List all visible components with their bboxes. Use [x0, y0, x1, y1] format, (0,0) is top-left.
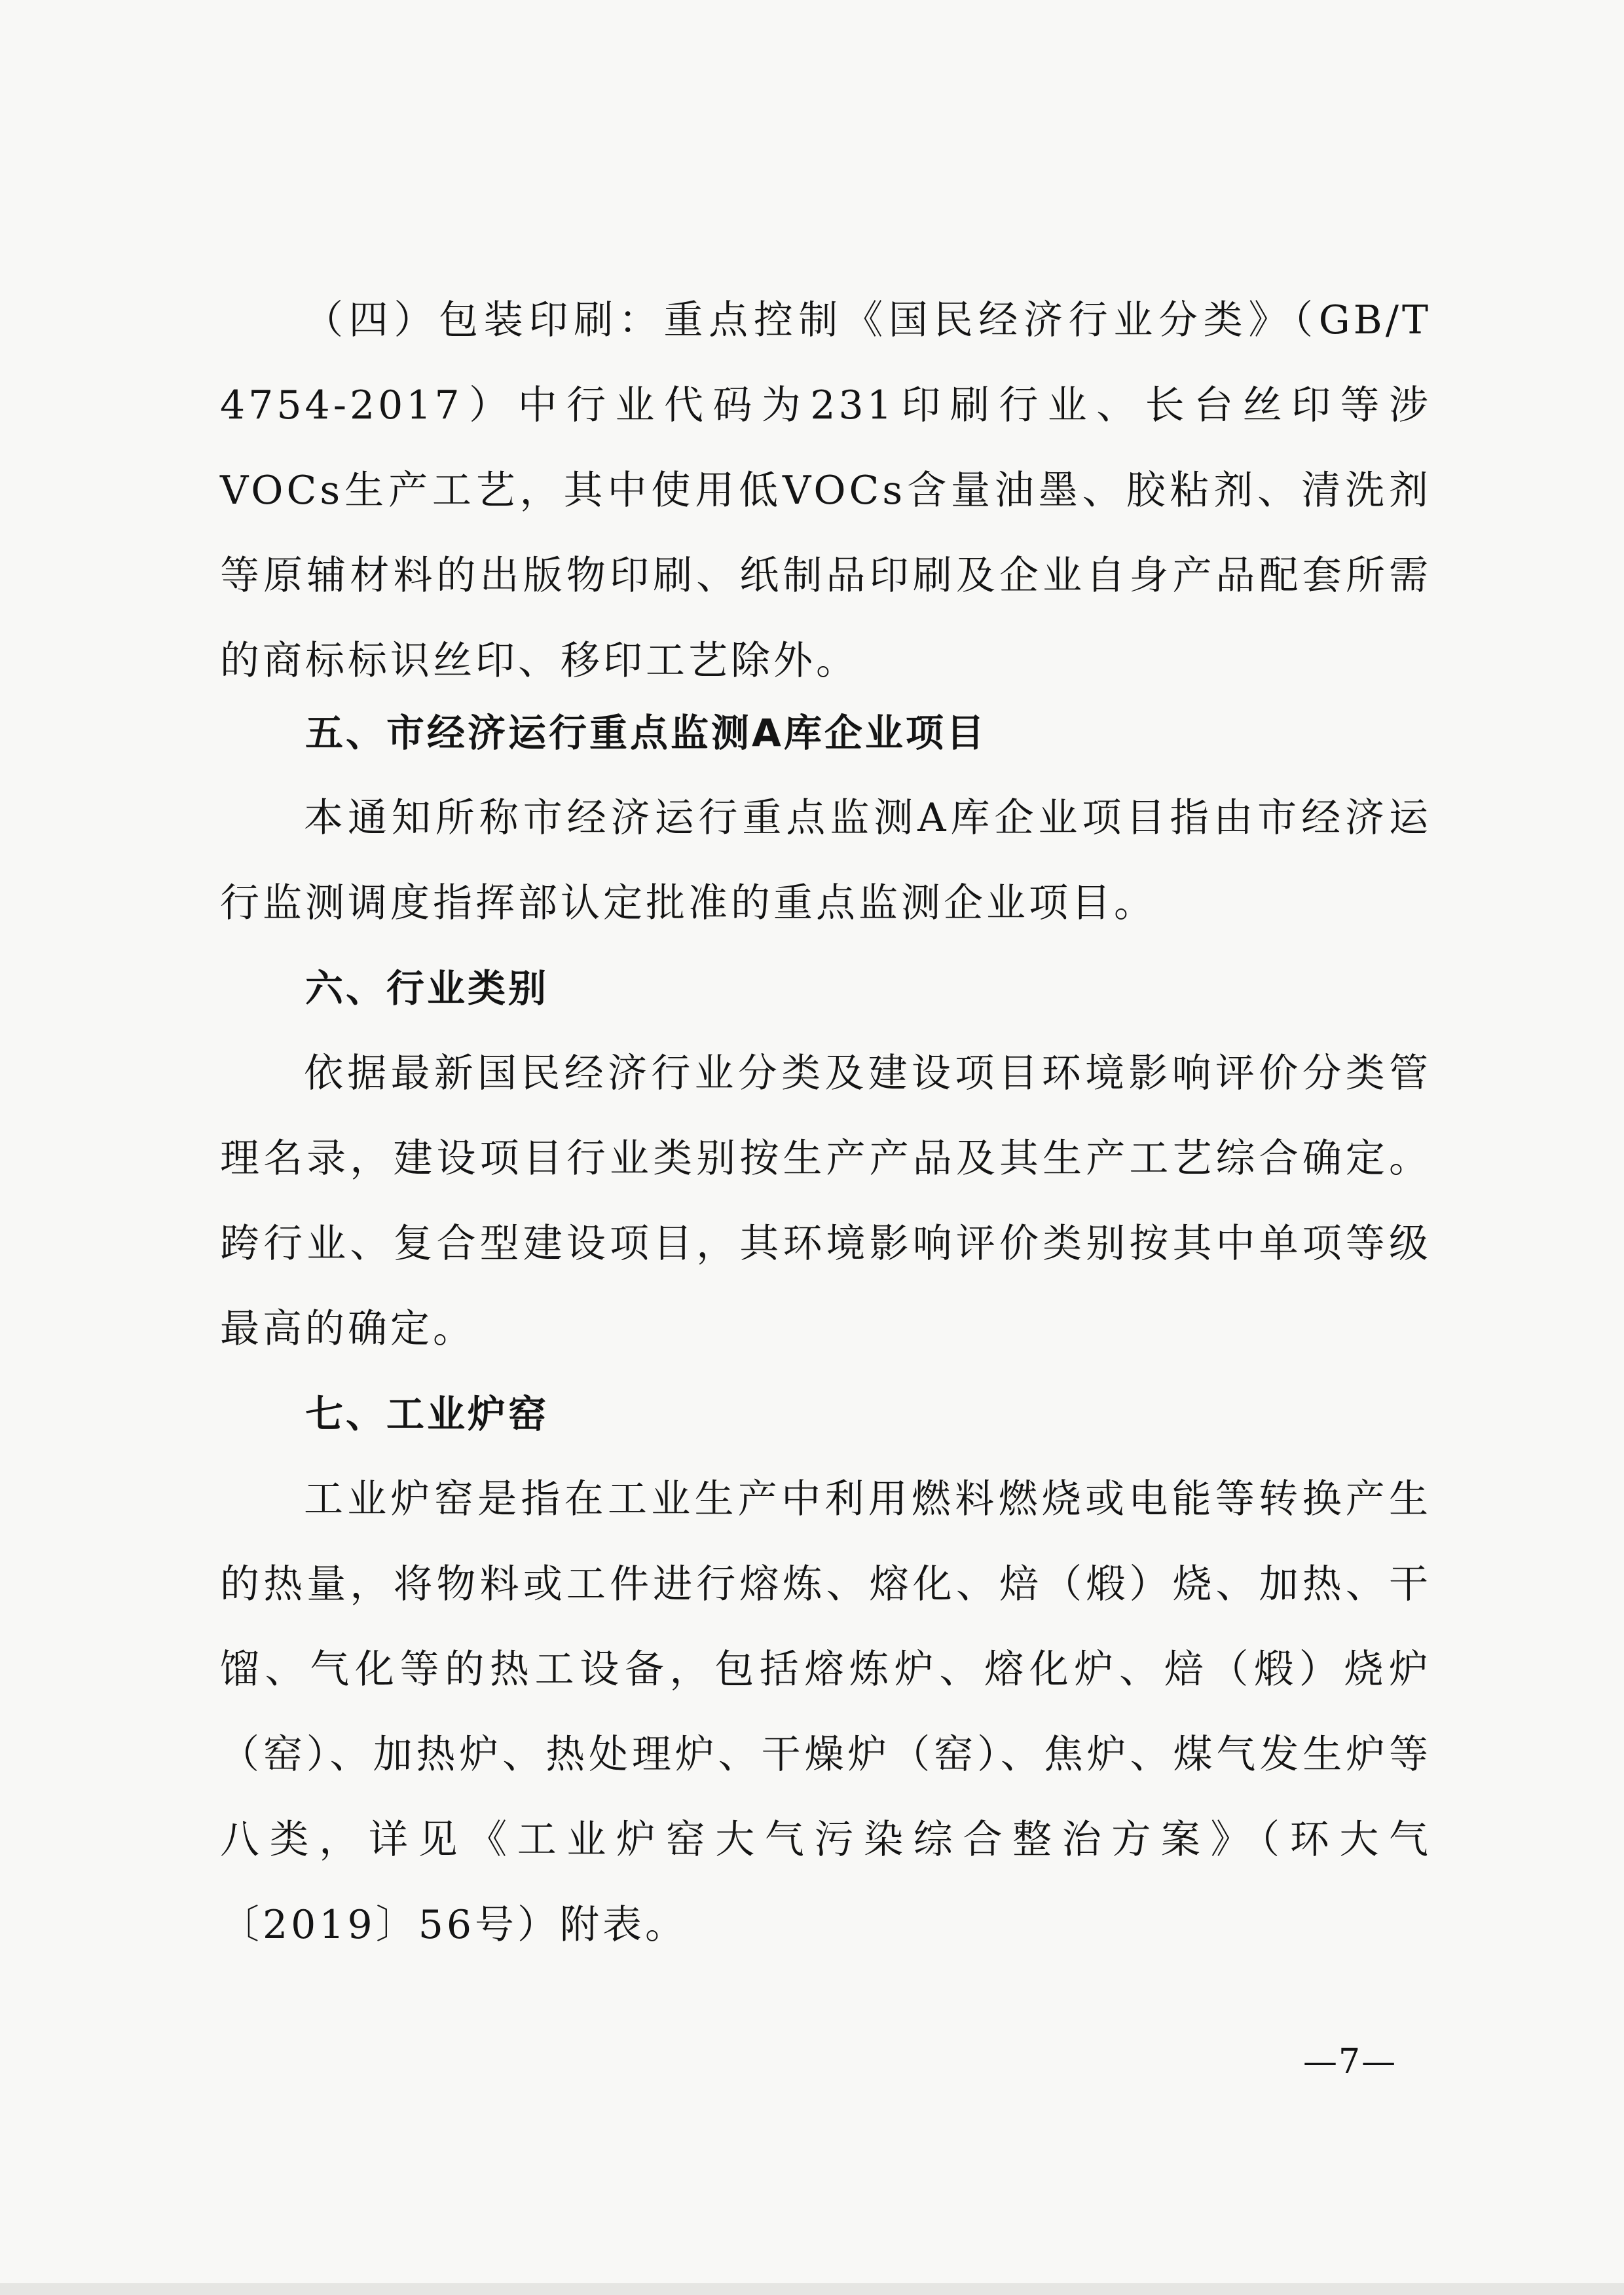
section-seven-heading: 七、工业炉窑	[305, 1392, 549, 1436]
section-six-heading: 六、行业类别	[305, 966, 549, 1011]
scan-edge	[0, 2283, 1624, 2295]
section-five-heading: 五、市经济运行重点监测A库企业项目	[305, 711, 987, 755]
section-seven-paragraph: 工业炉窑是指在工业生产中利用燃料燃烧或电能等转换产生的热量，将物料或工件进行熔炼、熔化、焙（煅）烧、加热、干馏、气化等的热工设备，包括熔炼炉、熔化炉、焙（煅）烧炉（窑）、加热炉、热处理炉、干燥炉（窑）、焦炉、煤气发生炉等八类，详见《工业炉窑大气污染综合整治方案》（环大气〔2019〕56号）附表。	[220, 1476, 1431, 1948]
section-five-paragraph: 本通知所称市经济运行重点监测A库企业项目指由市经济运行监测调度指挥部认定批准的重点监测企业项目。	[220, 795, 1431, 926]
page-number: —7—	[1303, 2042, 1397, 2081]
section-six-paragraph: 依据最新国民经济行业分类及建设项目环境影响评价分类管理名录，建设项目行业类别按生产产品及其生产工艺综合确定。跨行业、复合型建设项目，其环境影响评价类别按其中单项等级最高的确定。	[220, 1051, 1431, 1352]
section-four-paragraph: （四）包装印刷：重点控制《国民经济行业分类》（GB/T 4754-2017）中行业代码为231印刷行业、长台丝印等涉VOCs生产工艺，其中使用低VOCs含量油墨、胶粘剂、清洗剂等原辅材料的出版物印刷、纸制品印刷及企业自身产品配套所需的商标标识丝印、移印工艺除外。	[220, 297, 1431, 684]
